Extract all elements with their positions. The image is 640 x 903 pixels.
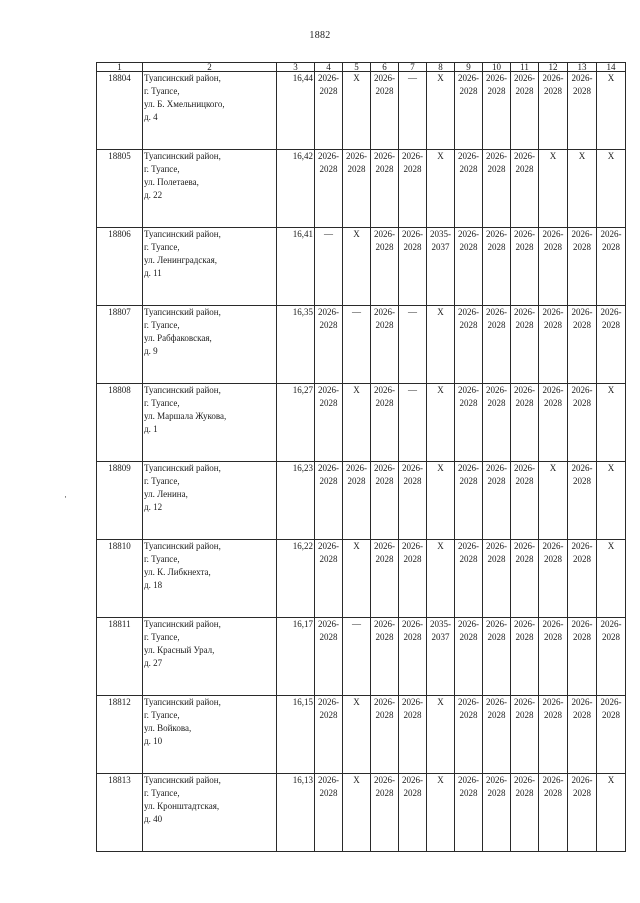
period-cell: X [597, 462, 626, 540]
address-line: д. 27 [144, 658, 163, 668]
period-cell: 2026-2028 [399, 540, 427, 618]
address-line: Туапсинский район, [144, 775, 221, 785]
period-cell: 2026-2028 [511, 150, 539, 228]
period-cell: X [597, 150, 626, 228]
period-cell: 2026-2028 [315, 618, 343, 696]
period-cell: 2026-2028 [568, 540, 597, 618]
period-cell: 2026-2028 [399, 150, 427, 228]
period-cell: 2026-2028 [455, 696, 483, 774]
period-cell: 2026-2028 [399, 696, 427, 774]
column-number: 1 [97, 63, 143, 72]
period-cell: 2026-2028 [511, 72, 539, 150]
address-cell [143, 306, 277, 384]
period-cell: 2026-2028 [568, 774, 597, 852]
area-value: 16,35 [277, 306, 315, 384]
address-line: д. 10 [144, 736, 163, 746]
address-line: д. 9 [144, 346, 158, 356]
period-cell: 2026-2028 [343, 150, 371, 228]
period-cell: X [343, 228, 371, 306]
address-line: г. Туапсе, [144, 86, 180, 96]
address-line: г. Туапсе, [144, 398, 180, 408]
period-cell: 2035-2037 [427, 228, 455, 306]
register-table [96, 62, 626, 852]
record-number: 18806 [97, 228, 143, 306]
period-cell: 2026-2028 [511, 540, 539, 618]
period-cell: 2026-2028 [568, 462, 597, 540]
address-line: Туапсинский район, [144, 463, 221, 473]
period-cell: 2026-2028 [568, 384, 597, 462]
period-cell: 2026-2028 [539, 540, 568, 618]
record-number: 18811 [97, 618, 143, 696]
record-number: 18804 [97, 72, 143, 150]
period-cell: 2026-2028 [483, 462, 511, 540]
record-number: 18809 [97, 462, 143, 540]
column-number: 14 [597, 63, 626, 72]
period-cell: 2026-2028 [568, 72, 597, 150]
column-number: 3 [277, 63, 315, 72]
period-cell: 2026-2028 [511, 462, 539, 540]
period-cell: 2026-2028 [371, 72, 399, 150]
table-row [97, 774, 626, 852]
period-cell: — [343, 618, 371, 696]
address-cell [143, 540, 277, 618]
address-cell [143, 72, 277, 150]
table-row [97, 150, 626, 228]
address-line: д. 4 [144, 112, 158, 122]
period-cell: 2026-2028 [483, 150, 511, 228]
record-number: 18807 [97, 306, 143, 384]
period-cell: 2026-2028 [568, 618, 597, 696]
address-line: ул. Полетаева, [144, 177, 199, 187]
address-line: г. Туапсе, [144, 554, 180, 564]
area-value: 16,27 [277, 384, 315, 462]
period-cell: 2026-2028 [371, 228, 399, 306]
address-line: Туапсинский район, [144, 151, 221, 161]
address-line: г. Туапсе, [144, 242, 180, 252]
address-cell [143, 462, 277, 540]
area-value: 16,23 [277, 462, 315, 540]
area-value: 16,15 [277, 696, 315, 774]
period-cell: 2026-2028 [539, 618, 568, 696]
period-cell: 2026-2028 [315, 150, 343, 228]
period-cell: 2026-2028 [483, 696, 511, 774]
period-cell: 2026-2028 [371, 306, 399, 384]
period-cell: 2026-2028 [511, 306, 539, 384]
address-line: ул. Маршала Жукова, [144, 411, 227, 421]
period-cell: 2026-2028 [511, 696, 539, 774]
address-line: г. Туапсе, [144, 164, 180, 174]
period-cell: 2026-2028 [483, 384, 511, 462]
period-cell: 2026-2028 [399, 774, 427, 852]
period-cell: 2026-2028 [511, 228, 539, 306]
period-cell: 2026-2028 [315, 72, 343, 150]
address-line: Туапсинский район, [144, 697, 221, 707]
period-cell: 2026-2028 [483, 306, 511, 384]
period-cell: 2026-2028 [597, 618, 626, 696]
address-line: Туапсинский район, [144, 385, 221, 395]
address-line: г. Туапсе, [144, 476, 180, 486]
table-row [97, 540, 626, 618]
address-line: д. 18 [144, 580, 163, 590]
address-line: д. 11 [144, 268, 162, 278]
area-value: 16,13 [277, 774, 315, 852]
period-cell: 2026-2028 [568, 306, 597, 384]
column-number: 5 [343, 63, 371, 72]
column-number: 9 [455, 63, 483, 72]
table-row [97, 384, 626, 462]
period-cell: 2026-2028 [597, 228, 626, 306]
period-cell: 2026-2028 [455, 384, 483, 462]
period-cell: 2026-2028 [483, 72, 511, 150]
period-cell: — [399, 384, 427, 462]
record-number: 18812 [97, 696, 143, 774]
period-cell: 2026-2028 [483, 540, 511, 618]
period-cell: 2026-2028 [597, 306, 626, 384]
period-cell: 2026-2028 [539, 72, 568, 150]
period-cell: — [399, 72, 427, 150]
period-cell: 2026-2028 [483, 228, 511, 306]
area-value: 16,44 [277, 72, 315, 150]
period-cell: — [343, 306, 371, 384]
column-number: 13 [568, 63, 597, 72]
address-line: ул. Войкова, [144, 723, 192, 733]
address-cell [143, 150, 277, 228]
period-cell: 2026-2028 [371, 150, 399, 228]
record-number: 18810 [97, 540, 143, 618]
column-number: 8 [427, 63, 455, 72]
period-cell: — [315, 228, 343, 306]
period-cell: X [343, 540, 371, 618]
period-cell: 2026-2028 [539, 696, 568, 774]
address-line: ул. Ленина, [144, 489, 188, 499]
address-line: г. Туапсе, [144, 632, 180, 642]
column-number: 7 [399, 63, 427, 72]
period-cell: 2026-2028 [455, 462, 483, 540]
record-number: 18805 [97, 150, 143, 228]
period-cell: X [427, 774, 455, 852]
address-line: г. Туапсе, [144, 788, 180, 798]
address-line: д. 40 [144, 814, 163, 824]
period-cell: 2026-2028 [371, 384, 399, 462]
period-cell: 2026-2028 [539, 774, 568, 852]
period-cell: X [427, 696, 455, 774]
period-cell: 2026-2028 [455, 540, 483, 618]
period-cell: 2026-2028 [399, 462, 427, 540]
period-cell: 2026-2028 [539, 306, 568, 384]
address-cell [143, 228, 277, 306]
period-cell: — [399, 306, 427, 384]
address-line: Туапсинский район, [144, 73, 221, 83]
period-cell: 2026-2028 [399, 228, 427, 306]
table-row [97, 618, 626, 696]
period-cell: 2026-2028 [371, 774, 399, 852]
period-cell: 2026-2028 [455, 72, 483, 150]
period-cell: X [343, 384, 371, 462]
area-value: 16,22 [277, 540, 315, 618]
period-cell: 2026-2028 [455, 306, 483, 384]
address-line: Туапсинский район, [144, 619, 221, 629]
area-value: 16,41 [277, 228, 315, 306]
address-cell [143, 384, 277, 462]
period-cell: X [597, 72, 626, 150]
period-cell: 2026-2028 [371, 618, 399, 696]
period-cell: 2035-2037 [427, 618, 455, 696]
address-line: ул. Б. Хмельницкого, [144, 99, 225, 109]
table-body [97, 63, 626, 852]
period-cell: X [539, 150, 568, 228]
record-number: 18813 [97, 774, 143, 852]
period-cell: X [427, 306, 455, 384]
table-row [97, 228, 626, 306]
period-cell: X [343, 696, 371, 774]
period-cell: 2026-2028 [315, 696, 343, 774]
column-number: 6 [371, 63, 399, 72]
period-cell: X [568, 150, 597, 228]
record-number: 18808 [97, 384, 143, 462]
period-cell: X [597, 384, 626, 462]
period-cell: 2026-2028 [568, 696, 597, 774]
period-cell: 2026-2028 [315, 306, 343, 384]
period-cell: 2026-2028 [399, 618, 427, 696]
period-cell: X [539, 462, 568, 540]
address-line: г. Туапсе, [144, 710, 180, 720]
address-line: д. 12 [144, 502, 163, 512]
column-number: 4 [315, 63, 343, 72]
period-cell: 2026-2028 [455, 150, 483, 228]
period-cell: 2026-2028 [539, 228, 568, 306]
column-number: 12 [539, 63, 568, 72]
table-row [97, 696, 626, 774]
address-cell [143, 618, 277, 696]
period-cell: 2026-2028 [371, 540, 399, 618]
column-number: 11 [511, 63, 539, 72]
period-cell: X [427, 150, 455, 228]
period-cell: 2026-2028 [371, 462, 399, 540]
period-cell: X [597, 540, 626, 618]
stray-mark: · [64, 492, 67, 502]
address-line: ул. Красный Урал, [144, 645, 215, 655]
period-cell: 2026-2028 [455, 228, 483, 306]
period-cell: X [343, 774, 371, 852]
period-cell: 2026-2028 [315, 540, 343, 618]
period-cell: 2026-2028 [455, 618, 483, 696]
period-cell: X [597, 774, 626, 852]
address-line: Туапсинский район, [144, 541, 221, 551]
period-cell: 2026-2028 [511, 384, 539, 462]
period-cell: 2026-2028 [597, 696, 626, 774]
period-cell: X [427, 384, 455, 462]
address-cell [143, 696, 277, 774]
area-value: 16,42 [277, 150, 315, 228]
period-cell: 2026-2028 [539, 384, 568, 462]
period-cell: 2026-2028 [315, 774, 343, 852]
period-cell: X [427, 540, 455, 618]
column-number: 2 [143, 63, 277, 72]
address-line: ул. Рабфаковская, [144, 333, 212, 343]
column-number: 10 [483, 63, 511, 72]
period-cell: X [427, 72, 455, 150]
period-cell: 2026-2028 [371, 696, 399, 774]
period-cell: 2026-2028 [315, 384, 343, 462]
table-row [97, 462, 626, 540]
period-cell: 2026-2028 [483, 618, 511, 696]
period-cell: 2026-2028 [568, 228, 597, 306]
area-value: 16,17 [277, 618, 315, 696]
page-number: 1882 [309, 30, 331, 41]
address-line: ул. Кронштадтская, [144, 801, 220, 811]
address-line: ул. К. Либкнехта, [144, 567, 211, 577]
period-cell: 2026-2028 [511, 774, 539, 852]
address-line: д. 22 [144, 190, 163, 200]
period-cell: 2026-2028 [483, 774, 511, 852]
period-cell: 2026-2028 [315, 462, 343, 540]
address-line: Туапсинский район, [144, 307, 221, 317]
table-row [97, 72, 626, 150]
address-line: г. Туапсе, [144, 320, 180, 330]
period-cell: 2026-2028 [511, 618, 539, 696]
period-cell: X [343, 72, 371, 150]
address-cell [143, 774, 277, 852]
address-line: Туапсинский район, [144, 229, 221, 239]
period-cell: X [427, 462, 455, 540]
period-cell: 2026-2028 [343, 462, 371, 540]
column-number-row [97, 63, 626, 72]
address-line: ул. Ленинградская, [144, 255, 217, 265]
period-cell: 2026-2028 [455, 774, 483, 852]
address-line: д. 1 [144, 424, 158, 434]
table-row [97, 306, 626, 384]
